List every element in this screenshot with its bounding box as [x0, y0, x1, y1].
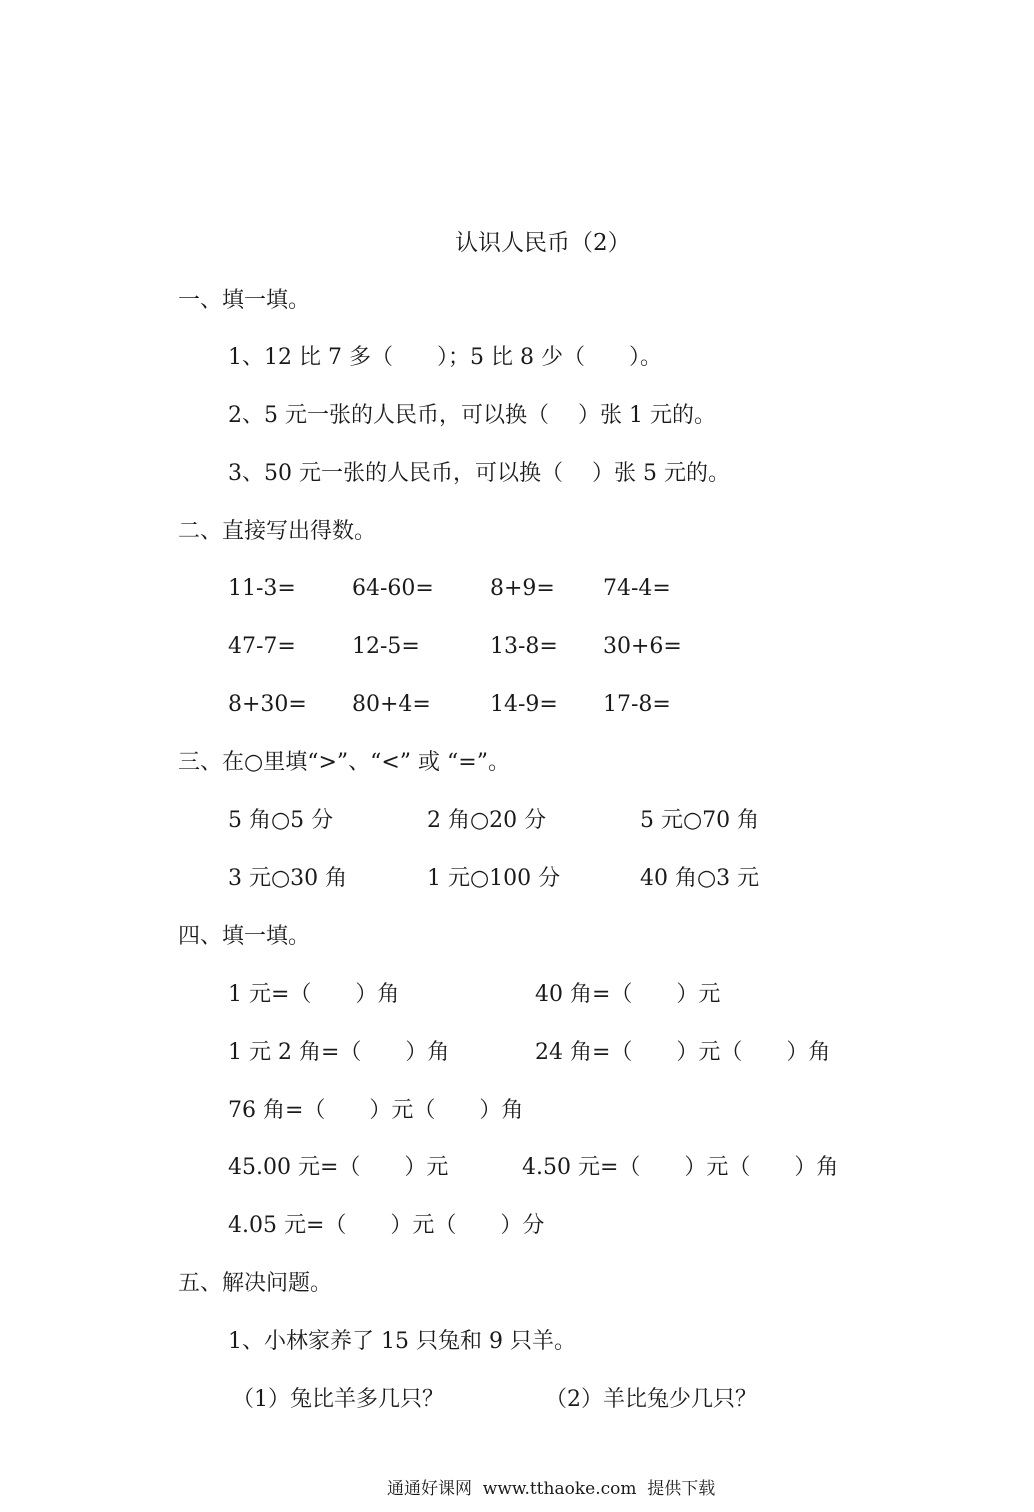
- comparison-item: 5 元○70 角: [640, 808, 760, 833]
- arithmetic-item: 64-60=: [352, 576, 434, 601]
- sub-question: （2）羊比兔少几只？: [545, 1387, 757, 1412]
- comparison-item: 2 角○20 分: [427, 808, 547, 833]
- section-heading-5: 五、解决问题。: [178, 1271, 333, 1296]
- arithmetic-item: 30+6=: [603, 634, 682, 659]
- page-title: 认识人民币（2）: [455, 230, 631, 256]
- conversion-item: 40 角=（ ）元: [535, 982, 721, 1007]
- conversion-item: 1 元 2 角=（ ）角: [228, 1040, 450, 1065]
- conversion-item: 1 元=（ ）角: [228, 982, 400, 1007]
- arithmetic-item: 80+4=: [352, 692, 431, 717]
- section-heading-4: 四、填一填。: [178, 924, 311, 949]
- arithmetic-item: 11-3=: [228, 576, 296, 601]
- sub-question: （1）兔比羊多几只？: [232, 1387, 444, 1412]
- section-heading-2: 二、直接写出得数。: [178, 519, 377, 544]
- comparison-item: 3 元○30 角: [228, 866, 348, 891]
- comparison-item: 1 元○100 分: [427, 866, 561, 891]
- question-item: 1、12 比 7 多（ ）；5 比 8 少（ ）。: [228, 345, 662, 370]
- conversion-item: 4.05 元=（ ）元（ ）分: [228, 1213, 545, 1238]
- section-heading-1: 一、填一填。: [178, 288, 311, 313]
- arithmetic-item: 12-5=: [352, 634, 420, 659]
- comparison-item: 5 角○5 分: [228, 808, 334, 833]
- arithmetic-item: 8+30=: [228, 692, 307, 717]
- section-heading-3: 三、在○里填“>”、“<” 或 “=”。: [178, 750, 510, 775]
- word-problem: 1、小林家养了 15 只兔和 9 只羊。: [228, 1329, 576, 1354]
- comparison-item: 40 角○3 元: [640, 866, 760, 891]
- arithmetic-item: 47-7=: [228, 634, 296, 659]
- question-item: 2、5 元一张的人民币，可以换（ ）张 1 元的。: [228, 403, 716, 428]
- page-footer: 通通好课网 www.tthaoke.com 提供下载: [387, 1479, 716, 1499]
- arithmetic-item: 17-8=: [603, 692, 671, 717]
- conversion-item: 4.50 元=（ ）元（ ）角: [522, 1155, 839, 1180]
- question-item: 3、50 元一张的人民币，可以换（ ）张 5 元的。: [228, 461, 730, 486]
- conversion-item: 24 角=（ ）元（ ）角: [535, 1040, 831, 1065]
- conversion-item: 45.00 元=（ ）元: [228, 1155, 449, 1180]
- arithmetic-item: 74-4=: [603, 576, 671, 601]
- arithmetic-item: 14-9=: [490, 692, 558, 717]
- conversion-item: 76 角=（ ）元（ ）角: [228, 1098, 524, 1123]
- arithmetic-item: 8+9=: [490, 576, 555, 601]
- arithmetic-item: 13-8=: [490, 634, 558, 659]
